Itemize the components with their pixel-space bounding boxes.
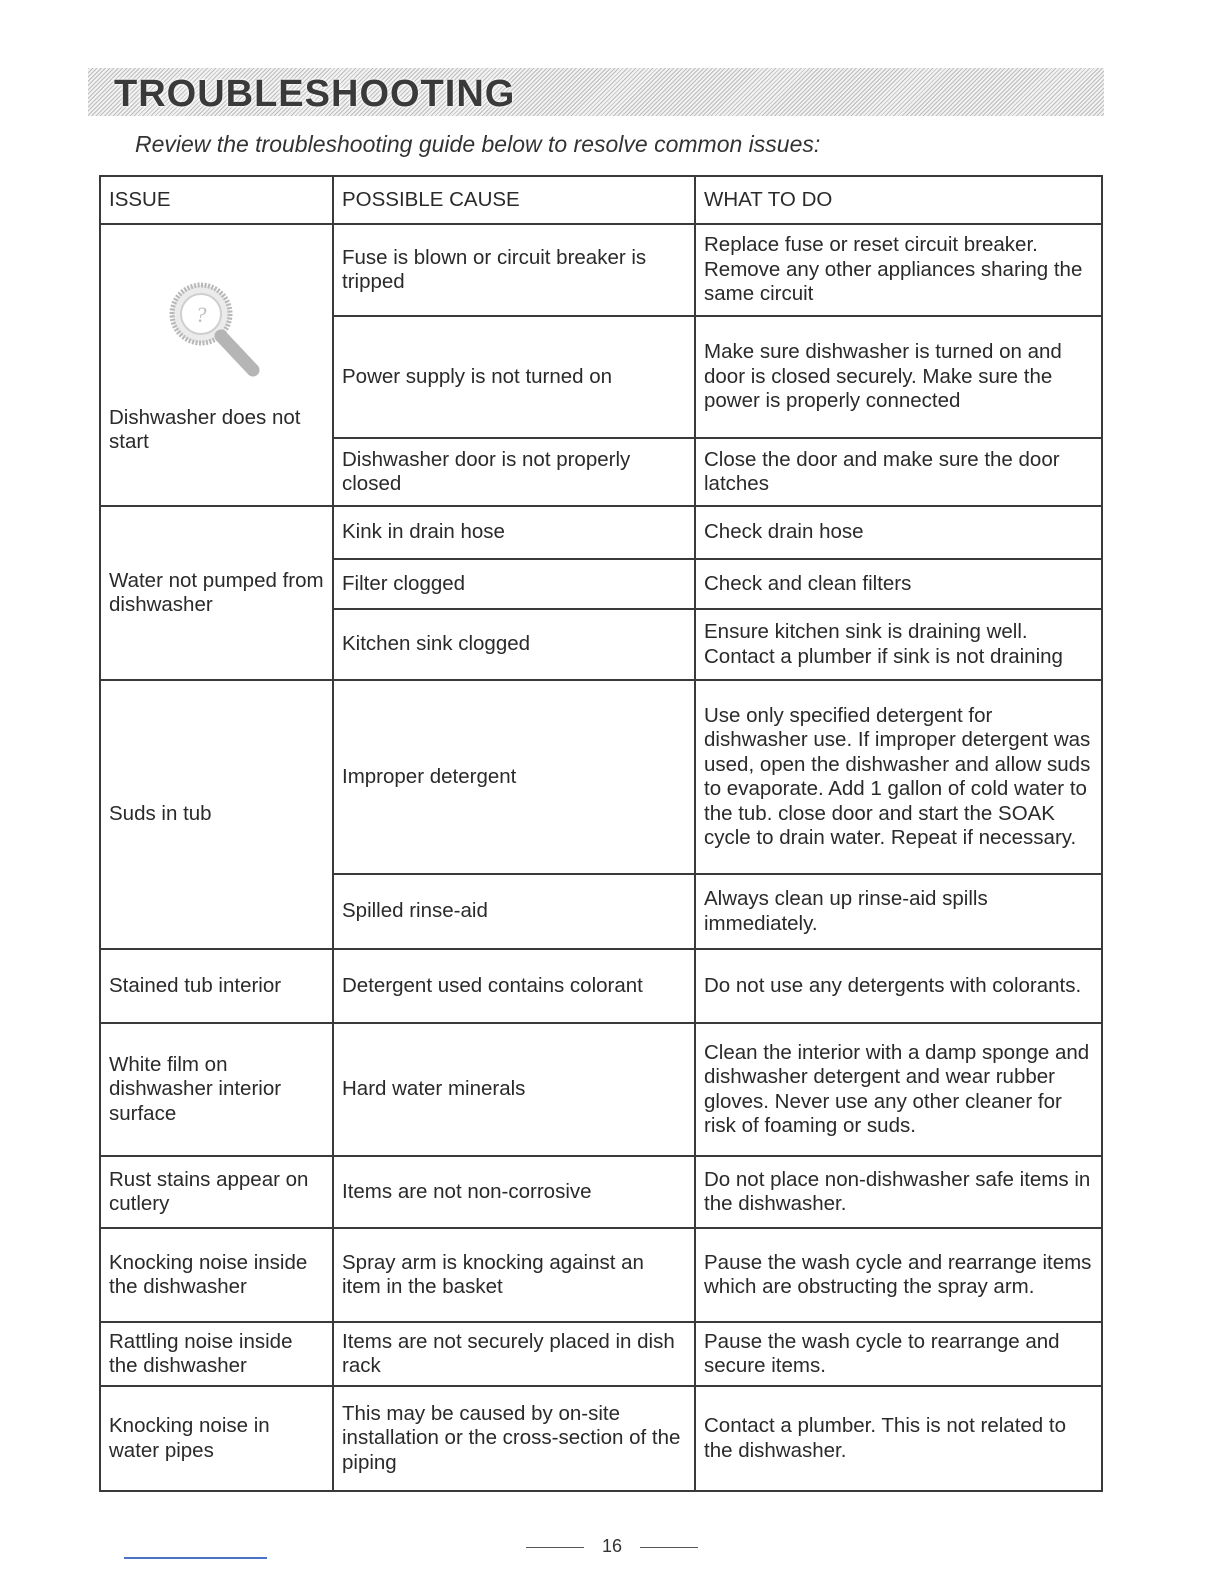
cause-cell: Power supply is not turned on: [333, 316, 695, 438]
fix-cell: Do not use any detergents with colorants.: [695, 949, 1102, 1023]
svg-text:?: ?: [195, 301, 207, 327]
fix-cell: Always clean up rinse-aid spills immediately.: [695, 874, 1102, 949]
cause-cell: Filter clogged: [333, 559, 695, 609]
table-row: [100, 506, 1102, 559]
cause-cell: Items are not non-corrosive: [333, 1156, 695, 1228]
intro-text: Review the troubleshooting guide below to resolve common issues:: [135, 131, 821, 157]
column-header: ISSUE: [100, 176, 333, 224]
issue-cell: Suds in tub: [100, 680, 333, 949]
table-row: [100, 1228, 1102, 1322]
cause-cell: Items are not securely placed in dish rack: [333, 1322, 695, 1386]
issue-cell: Knocking noise inside the dishwasher: [100, 1228, 333, 1322]
fix-cell: Make sure dishwasher is turned on and door is closed securely. Make sure the power is properly connected: [695, 316, 1102, 438]
issue-cell: Knocking noise in water pipes: [100, 1386, 333, 1491]
cause-cell: Fuse is blown or circuit breaker is tripped: [333, 224, 695, 316]
cause-cell: Hard water minerals: [333, 1023, 695, 1156]
fix-cell: Clean the interior with a damp sponge and dishwasher detergent and wear rubber gloves. Never use any other cleaner for risk of foaming or suds.: [695, 1023, 1102, 1156]
fix-cell: Contact a plumber. This is not related to the dishwasher.: [695, 1386, 1102, 1491]
cause-cell: Kitchen sink clogged: [333, 609, 695, 680]
cause-cell: Spilled rinse-aid: [333, 874, 695, 949]
issue-cell: Water not pumped from dishwasher: [100, 506, 333, 680]
page-title: TROUBLESHOOTING: [114, 73, 516, 115]
footer-rule-left: [526, 1547, 584, 1548]
fix-cell: Use only specified detergent for dishwasher use. If improper detergent was used, open the dishwasher and allow suds to evaporate. Add 1 gallon of cold water to the tub. close door and start the SOAK cycle to drain water. Repeat if necessary.: [695, 680, 1102, 874]
cause-cell: Dishwasher door is not properly closed: [333, 438, 695, 506]
cause-cell: Kink in drain hose: [333, 506, 695, 559]
fix-cell: Pause the wash cycle and rearrange items which are obstructing the spray arm.: [695, 1228, 1102, 1322]
table-row: [100, 1386, 1102, 1491]
page-number: 16: [601, 1536, 623, 1556]
column-header: POSSIBLE CAUSE: [333, 176, 695, 224]
fix-cell: Check and clean filters: [695, 559, 1102, 609]
cause-cell: Detergent used contains colorant: [333, 949, 695, 1023]
issue-cell: Rattling noise inside the dishwasher: [100, 1322, 333, 1386]
issue-label: Dishwasher does not start: [109, 405, 301, 453]
table-row: [100, 1156, 1102, 1228]
footer-rule-right: [640, 1547, 698, 1548]
fix-cell: Ensure kitchen sink is draining well. Contact a plumber if sink is not draining: [695, 609, 1102, 680]
issue-cell: Stained tub interior: [100, 949, 333, 1023]
fix-cell: Replace fuse or reset circuit breaker. Remove any other appliances sharing the same circuit: [695, 224, 1102, 316]
magnifier-question-icon: [161, 276, 271, 384]
cause-cell: Improper detergent: [333, 680, 695, 874]
fix-cell: Check drain hose: [695, 506, 1102, 559]
fix-cell: Do not place non-dishwasher safe items in the dishwasher.: [695, 1156, 1102, 1228]
issue-cell: White film on dishwasher interior surface: [100, 1023, 333, 1156]
footer-accent-line: [124, 1557, 267, 1559]
table-row: [100, 680, 1102, 874]
fix-cell: Pause the wash cycle to rearrange and secure items.: [695, 1322, 1102, 1386]
issue-cell: [100, 224, 333, 506]
page-footer: [0, 1536, 1224, 1557]
table-row: [100, 949, 1102, 1023]
table-header-row: [100, 176, 1102, 224]
issue-cell: Rust stains appear on cutlery: [100, 1156, 333, 1228]
table-row: [100, 224, 1102, 316]
troubleshooting-table: [99, 175, 1103, 1492]
column-header: WHAT TO DO: [695, 176, 1102, 224]
title-banner: [88, 68, 1104, 116]
fix-cell: Close the door and make sure the door latches: [695, 438, 1102, 506]
table-row: [100, 1023, 1102, 1156]
table-row: [100, 1322, 1102, 1386]
cause-cell: Spray arm is knocking against an item in the basket: [333, 1228, 695, 1322]
cause-cell: This may be caused by on-site installation or the cross-section of the piping: [333, 1386, 695, 1491]
